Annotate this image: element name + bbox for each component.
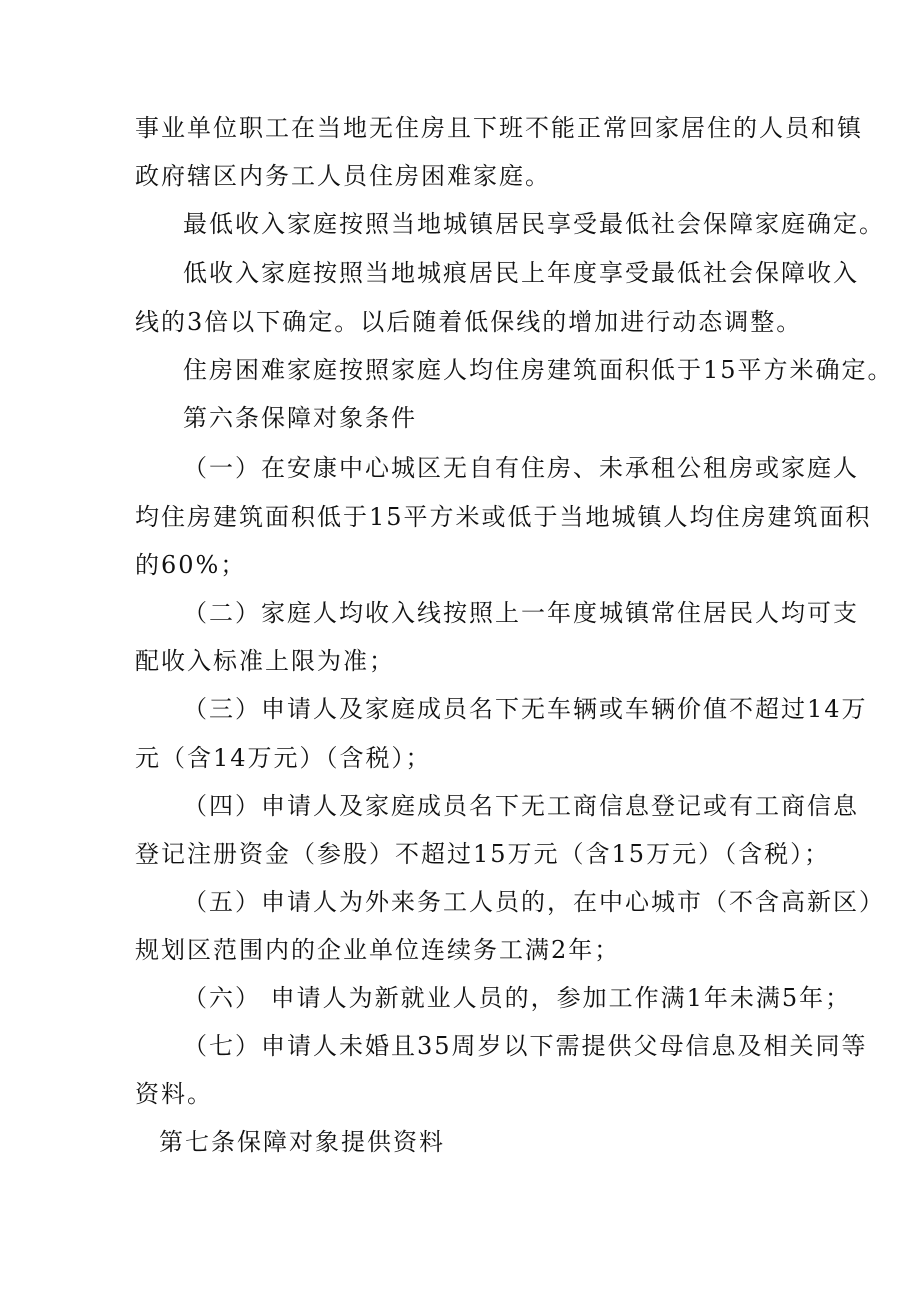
paragraph-line: 线的3倍以下确定。以后随着低保线的增加进行动态调整。 [135, 308, 803, 336]
list-item-line: （五）申请人为外来务工人员的，在中心城市（不含高新区） [183, 888, 885, 916]
paragraph-line: 事业单位职工在当地无住房且下班不能正常回家居住的人员和镇 [135, 114, 863, 142]
list-item-line: （二）家庭人均收入线按照上一年度城镇常住居民人均可支 [183, 599, 859, 627]
list-item-line: 登记注册资金（参股）不超过15万元（含15万元）（含税）； [135, 840, 831, 868]
list-item-line: 均住房建筑面积低于15平方米或低于当地城镇人均住房建筑面积 [135, 503, 872, 531]
paragraph-line: 住房困难家庭按照家庭人均住房建筑面积低于15平方米确定。 [183, 356, 894, 384]
paragraph-line: 政府辖区内务工人员住房困难家庭。 [135, 162, 551, 190]
paragraph-line: 最低收入家庭按照当地城镇居民享受最低社会保障家庭确定。 [183, 210, 885, 238]
list-item-line: （六） 申请人为新就业人员的，参加工作满1年未满5年； [183, 984, 852, 1012]
list-item-line: 元（含14万元）（含税）； [135, 744, 432, 772]
list-item-line: （七）申请人未婚且35周岁以下需提供父母信息及相关同等 [183, 1032, 868, 1060]
section-heading: 第六条保障对象条件 [183, 404, 417, 432]
list-item-line: （三）申请人及家庭成员名下无车辆或车辆价值不超过14万 [183, 695, 868, 723]
list-item-line: （四）申请人及家庭成员名下无工商信息登记或有工商信息 [183, 792, 859, 820]
list-item-line: （一）在安康中心城区无自有住房、未承租公租房或家庭人 [183, 454, 859, 482]
section-heading: 第七条保障对象提供资料 [159, 1128, 445, 1156]
list-item-line: 配收入标准上限为准； [135, 647, 395, 675]
list-item-line: 的60%； [135, 551, 247, 579]
list-item-line: 规划区范围内的企业单位连续务工满2年； [135, 936, 621, 964]
paragraph-line: 低收入家庭按照当地城痕居民上年度享受最低社会保障收入 [183, 259, 859, 287]
list-item-line: 资料。 [135, 1080, 213, 1108]
